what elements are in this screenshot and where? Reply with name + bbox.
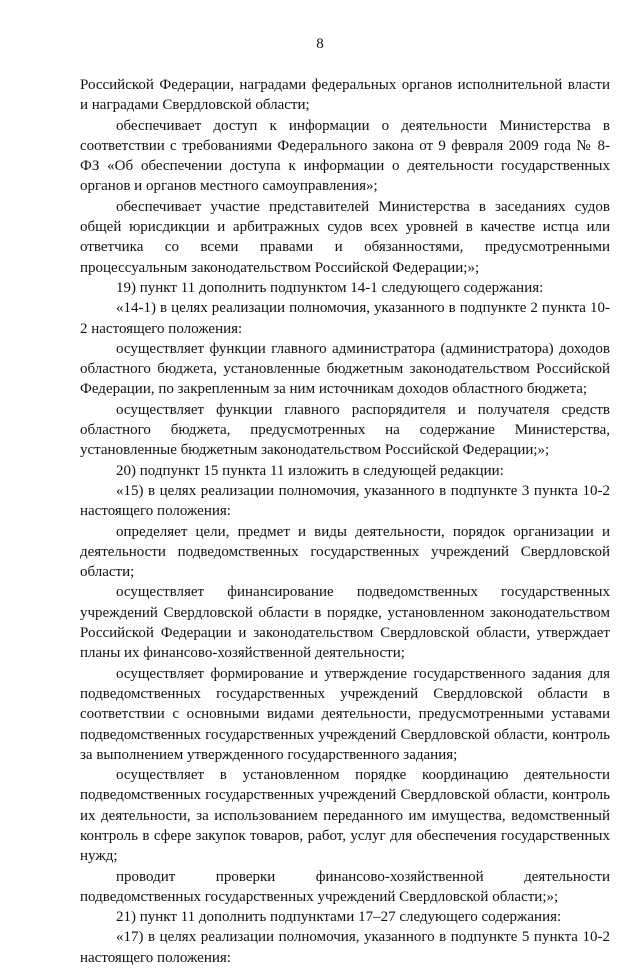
document-body bbox=[80, 75, 610, 968]
paragraph: «14-1) в целях реализации полномочия, указанного в подпункте 2 пункта 10-2 настоящего положения: bbox=[80, 300, 610, 337]
paragraph: проводит проверки финансово-хозяйственной деятельности подведомственных государственных учреждений Свердловской области;»; bbox=[80, 868, 610, 905]
paragraph: осуществляет в установленном порядке координацию деятельности подведомственных государственных учреждений Свердловской области, контроль их деятельности, за использованием переданного им имущества, ведомственный контроль в сфере закупок товаров, работ, услуг для обеспечения государственных нужд; bbox=[80, 767, 610, 865]
paragraph: Российской Федерации, наградами федеральных органов исполнительной власти и наградами Свердловской области; bbox=[80, 77, 610, 114]
paragraph: обеспечивает участие представителей Министерства в заседаниях судов общей юрисдикции и арбитражных судов всех уровней в качестве истца или ответчика со всеми правами и обязанностями, предусмотренными процессуальным законодательством Российской Федерации;»; bbox=[80, 198, 610, 276]
paragraph: определяет цели, предмет и виды деятельности, порядок организации и деятельности подведомственных государственных учреждений Свердловской области; bbox=[80, 523, 610, 581]
paragraph: осуществляет формирование и утверждение государственного задания для подведомственных государственных учреждений Свердловской области в соответствии с основными видами деятельности, предусмотренными уставами подведомственных государственных учреждений Свердловской области, контроль за выполнением утвержденного государственного задания; bbox=[80, 665, 610, 763]
paragraph: «15) в целях реализации полномочия, указанного в подпункте 3 пункта 10-2 настоящего положения: bbox=[80, 482, 610, 520]
paragraph: осуществляет функции главного администратора (администратора) доходов областного бюджета, установленные бюджетным законодательством Российской Федерации, по закрепленным за ним источникам доходов областного бюджета; bbox=[80, 340, 610, 398]
page-number: 8 bbox=[316, 36, 324, 52]
paragraph: осуществляет финансирование подведомственных государственных учреждений Свердловской области в порядке, установленном законодательством Российской Федерации и законодательством Свердловской области, утверждает планы их финансово-хозяйственной деятельности; bbox=[80, 584, 610, 662]
paragraph: обеспечивает доступ к информации о деятельности Министерства в соответствии с требованиями Федерального закона от 9 февраля 2009 года № 8-ФЗ «Об обеспечении доступа к информации о деятельности государственных органов и органов местного самоуправления»; bbox=[80, 117, 610, 195]
paragraph: «17) в целях реализации полномочия, указанного в подпункте 5 пункта 10-2 настоящего положения: bbox=[80, 929, 610, 966]
paragraph: 20) подпункт 15 пункта 11 изложить в следующей редакции: bbox=[116, 462, 504, 479]
paragraph: 21) пункт 11 дополнить подпунктами 17–27 следующего содержания: bbox=[116, 909, 562, 926]
paragraph: осуществляет функции главного распорядителя и получателя средств областного бюджета, предусмотренных на содержание Министерства, установленные бюджетным законодательством Российской Федерации;»; bbox=[80, 401, 610, 459]
paragraph: 19) пункт 11 дополнить подпунктом 14-1 следующего содержания: bbox=[116, 279, 544, 296]
